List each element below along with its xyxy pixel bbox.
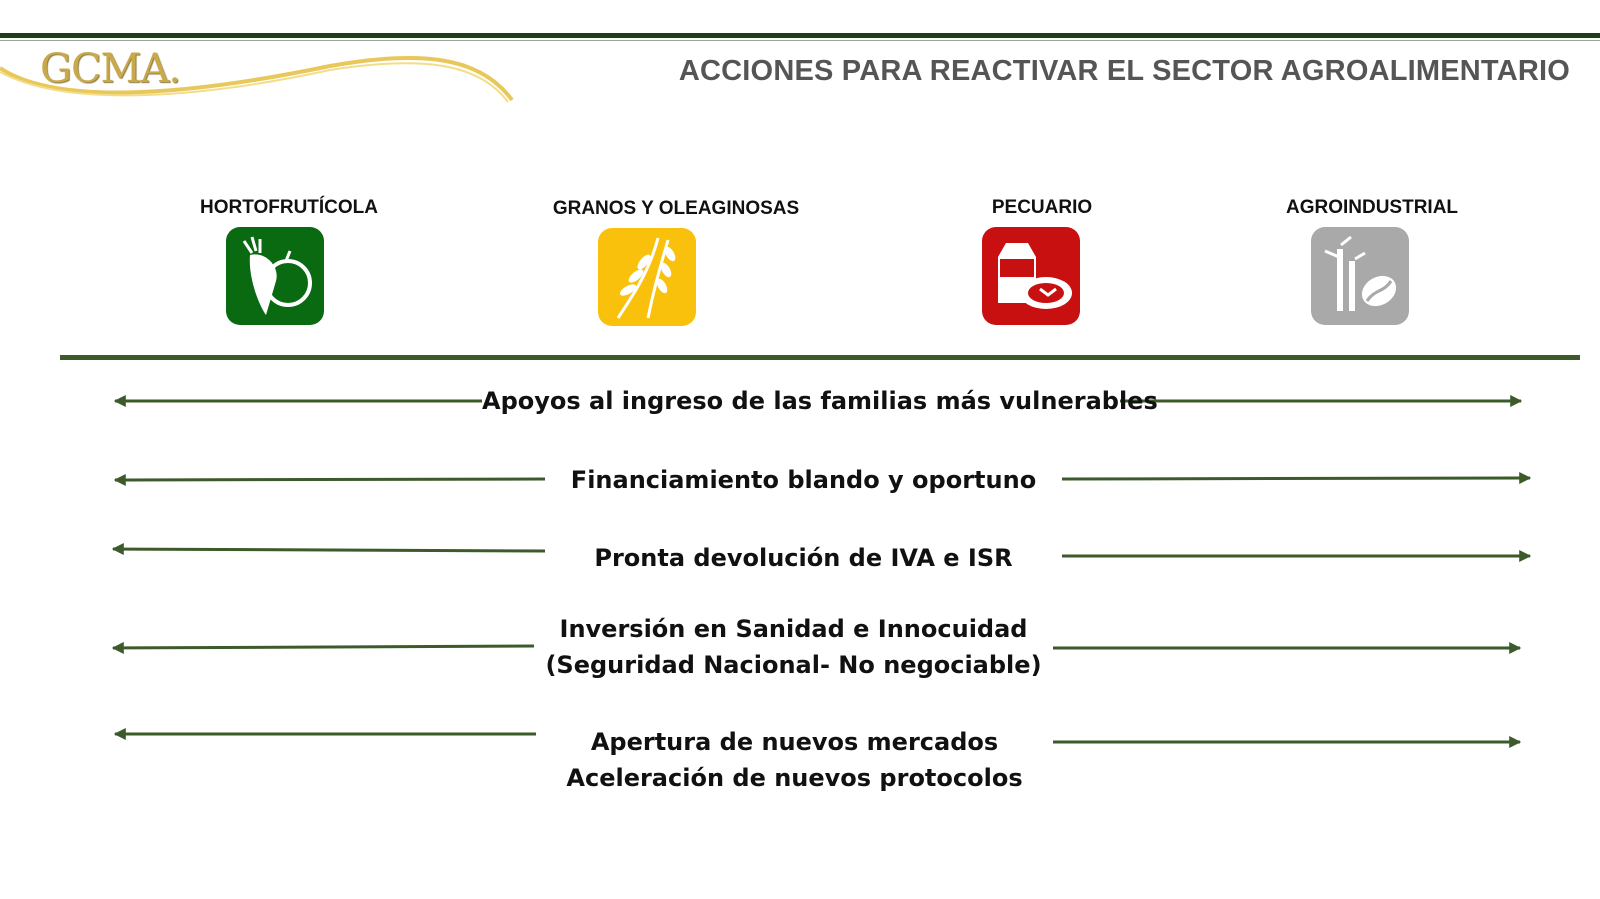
action-item (536, 724, 1053, 796)
left-arrow (113, 549, 545, 551)
left-arrow (115, 479, 545, 480)
sector-label: GRANOS Y OLEAGINOSAS (552, 198, 800, 219)
sector-label: PECUARIO (991, 197, 1093, 218)
action-line: Inversión en Sanidad e Innocuidad (559, 615, 1028, 643)
action-item (482, 383, 1158, 419)
sector-label: AGROINDUSTRIAL (1285, 197, 1459, 218)
action-line: (Seguridad Nacional- No negociable) (545, 651, 1042, 679)
logo: GCMA. (40, 46, 181, 92)
action-item (534, 611, 1053, 683)
action-item (545, 462, 1062, 498)
right-arrow (1062, 478, 1530, 479)
left-arrow (113, 646, 534, 648)
action-line: Aceleración de nuevos protocolos (566, 764, 1023, 792)
slide-title: ACCIONES PARA REACTIVAR EL SECTOR AGROALIMENTARIO (678, 55, 1570, 87)
action-line: Financiamiento blando y oportuno (570, 466, 1037, 494)
action-line: Apoyos al ingreso de las familias más vulnerables (482, 387, 1158, 415)
sector-label: HORTOFRUTÍCOLA (199, 197, 379, 218)
action-line: Apertura de nuevos mercados (590, 728, 999, 756)
action-item (545, 540, 1062, 576)
action-line: Pronta devolución de IVA e ISR (594, 544, 1013, 572)
